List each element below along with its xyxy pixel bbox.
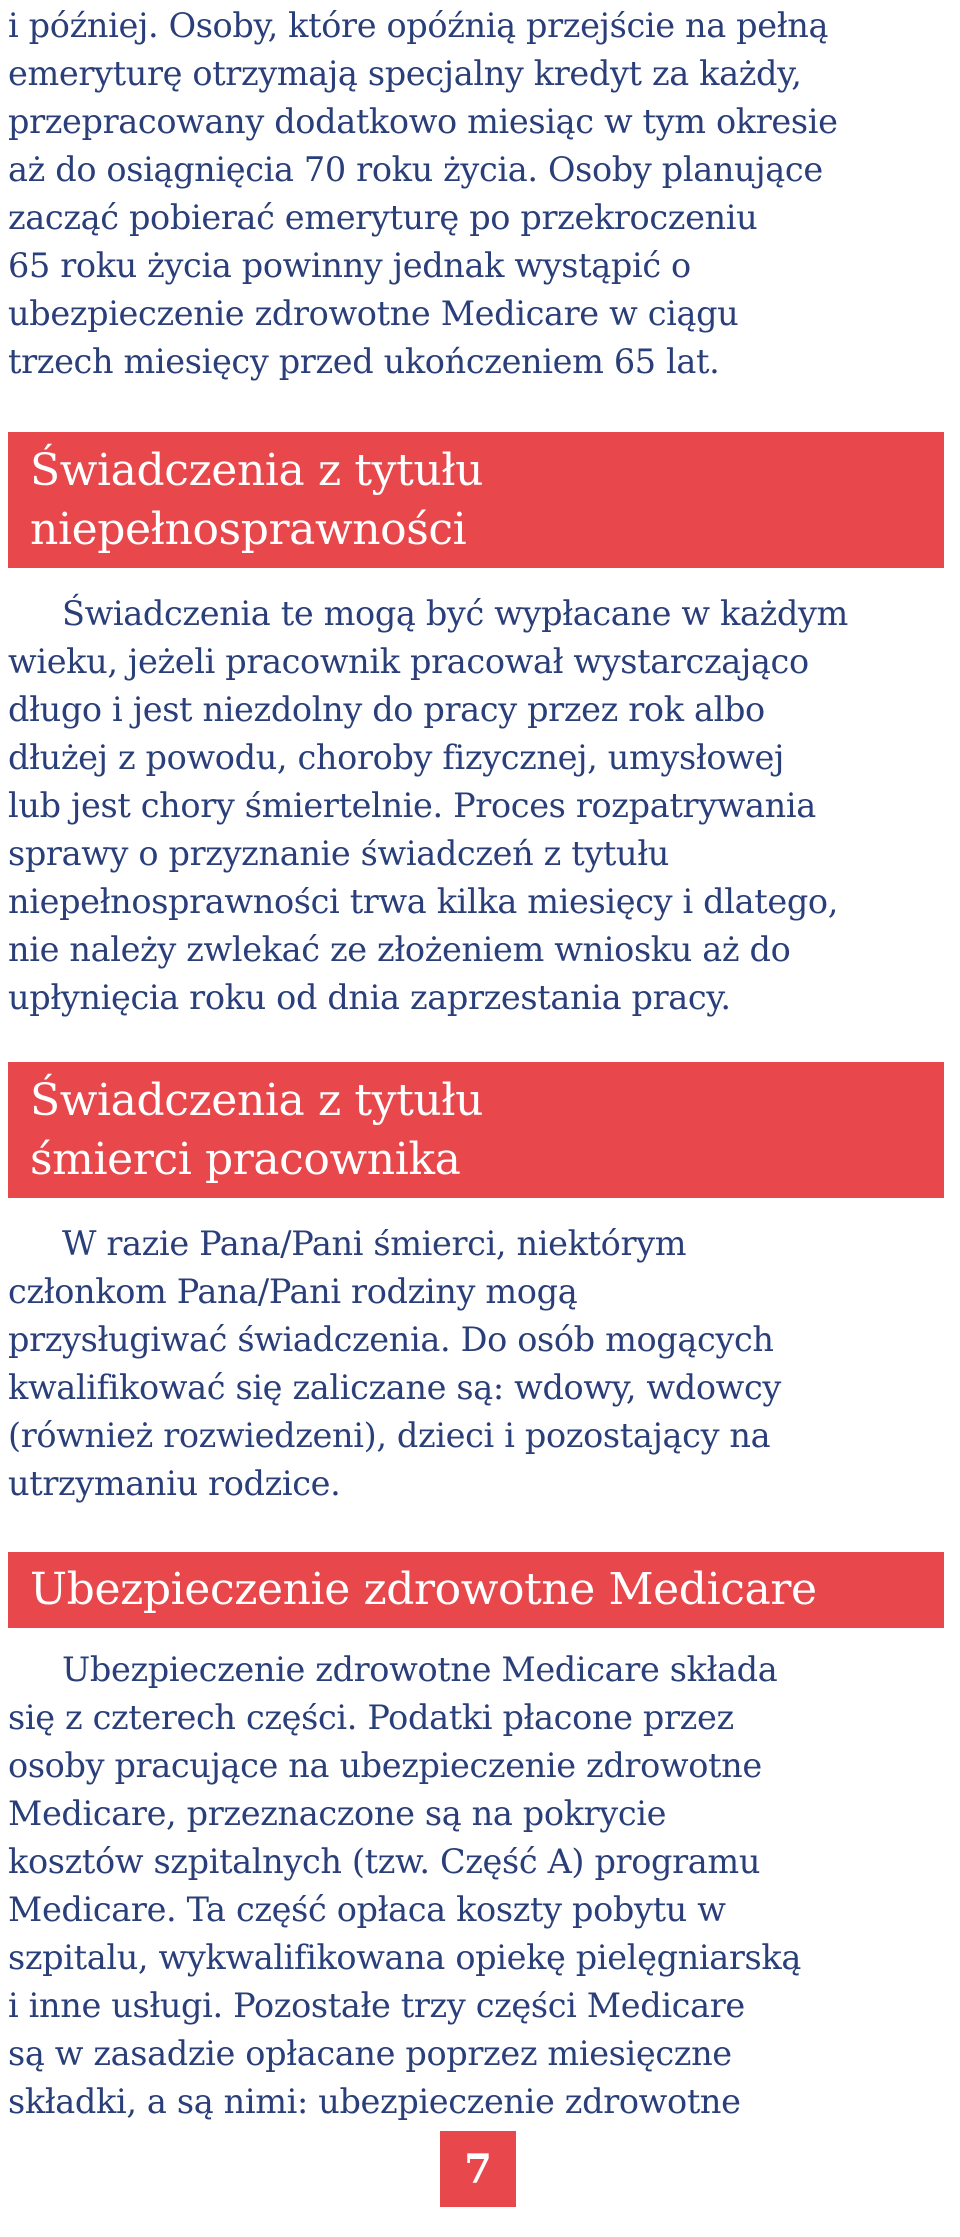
text-line: trzech miesięcy przed ukończeniem 65 lat. xyxy=(8,342,720,381)
text-line: (również rozwiedzeni), dzieci i pozostający na xyxy=(8,1416,771,1455)
section-heading-medicare xyxy=(8,1552,944,1628)
heading-line: Świadczenia z tytułu xyxy=(30,445,484,496)
text-line: Świadczenia te mogą być wypłacane w każdym xyxy=(62,594,848,633)
medicare-paragraph xyxy=(8,1646,948,2126)
text-line: utrzymaniu rodzice. xyxy=(8,1464,341,1503)
text-line: kwalifikować się zaliczane są: wdowy, wdowcy xyxy=(8,1368,781,1407)
text-line: 65 roku życia powinny jednak wystąpić o xyxy=(8,246,691,285)
text-line: składki, a są nimi: ubezpieczenie zdrowotne xyxy=(8,2082,741,2121)
text-line: niepełnosprawności trwa kilka miesięcy i dlatego, xyxy=(8,882,839,921)
text-line: sprawy o przyznanie świadczeń z tytułu xyxy=(8,834,670,873)
text-line: szpitalu, wykwalifikowana opiekę pielęgniarską xyxy=(8,1938,801,1977)
text-line: aż do osiągnięcia 70 roku życia. Osoby planujące xyxy=(8,150,823,189)
heading-line: śmierci pracownika xyxy=(30,1134,461,1185)
intro-paragraph xyxy=(8,2,948,386)
text-line: emeryturę otrzymają specjalny kredyt za każdy, xyxy=(8,54,802,93)
section-heading-text xyxy=(8,1071,944,1189)
text-line: przepracowany dodatkowo miesiąc w tym okresie xyxy=(8,102,838,141)
text-line: wieku, jeżeli pracownik pracował wystarczająco xyxy=(8,642,809,681)
text-line: upłynięcia roku od dnia zaprzestania pracy. xyxy=(8,978,731,1017)
text-line: lub jest chory śmiertelnie. Proces rozpatrywania xyxy=(8,786,816,825)
section-heading-survivors xyxy=(8,1062,944,1198)
text-line: kosztów szpitalnych (tzw. Część A) programu xyxy=(8,1842,761,1881)
text-line: Medicare, przeznaczone są na pokrycie xyxy=(8,1794,667,1833)
section-heading-text xyxy=(8,441,944,559)
text-line: są w zasadzie opłacane poprzez miesięczne xyxy=(8,2034,732,2073)
text-line: długo i jest niezdolny do pracy przez rok albo xyxy=(8,690,765,729)
heading-line: niepełnosprawności xyxy=(30,504,467,555)
text-line: przysługiwać świadczenia. Do osób mogących xyxy=(8,1320,774,1359)
text-line: Medicare. Ta część opłaca koszty pobytu w xyxy=(8,1890,726,1929)
text-line: i inne usługi. Pozostałe trzy części Medicare xyxy=(8,1986,745,2025)
section-heading-disability xyxy=(8,432,944,568)
text-line: się z czterech części. Podatki płacone przez xyxy=(8,1698,734,1737)
text-line: i później. Osoby, które opóźnią przejście na pełną xyxy=(8,6,829,45)
text-line: osoby pracujące na ubezpieczenie zdrowotne xyxy=(8,1746,762,1785)
survivors-paragraph xyxy=(8,1220,948,1508)
text-line: dłużej z powodu, choroby fizycznej, umysłowej xyxy=(8,738,784,777)
section-heading-text xyxy=(8,1560,944,1619)
page-number-text: 7 xyxy=(464,2145,492,2193)
text-line: W razie Pana/Pani śmierci, niektórym xyxy=(62,1224,687,1263)
text-line: Ubezpieczenie zdrowotne Medicare składa xyxy=(62,1650,778,1689)
heading-line: Świadczenia z tytułu xyxy=(30,1075,484,1126)
text-line: nie należy zwlekać ze złożeniem wniosku aż do xyxy=(8,930,791,969)
heading-line: Ubezpieczenie zdrowotne Medicare xyxy=(30,1564,817,1615)
page-number xyxy=(440,2131,516,2207)
text-line: zacząć pobierać emeryturę po przekroczeniu xyxy=(8,198,758,237)
disability-paragraph xyxy=(8,590,948,1022)
text-line: członkom Pana/Pani rodziny mogą xyxy=(8,1272,578,1311)
text-line: ubezpieczenie zdrowotne Medicare w ciągu xyxy=(8,294,739,333)
